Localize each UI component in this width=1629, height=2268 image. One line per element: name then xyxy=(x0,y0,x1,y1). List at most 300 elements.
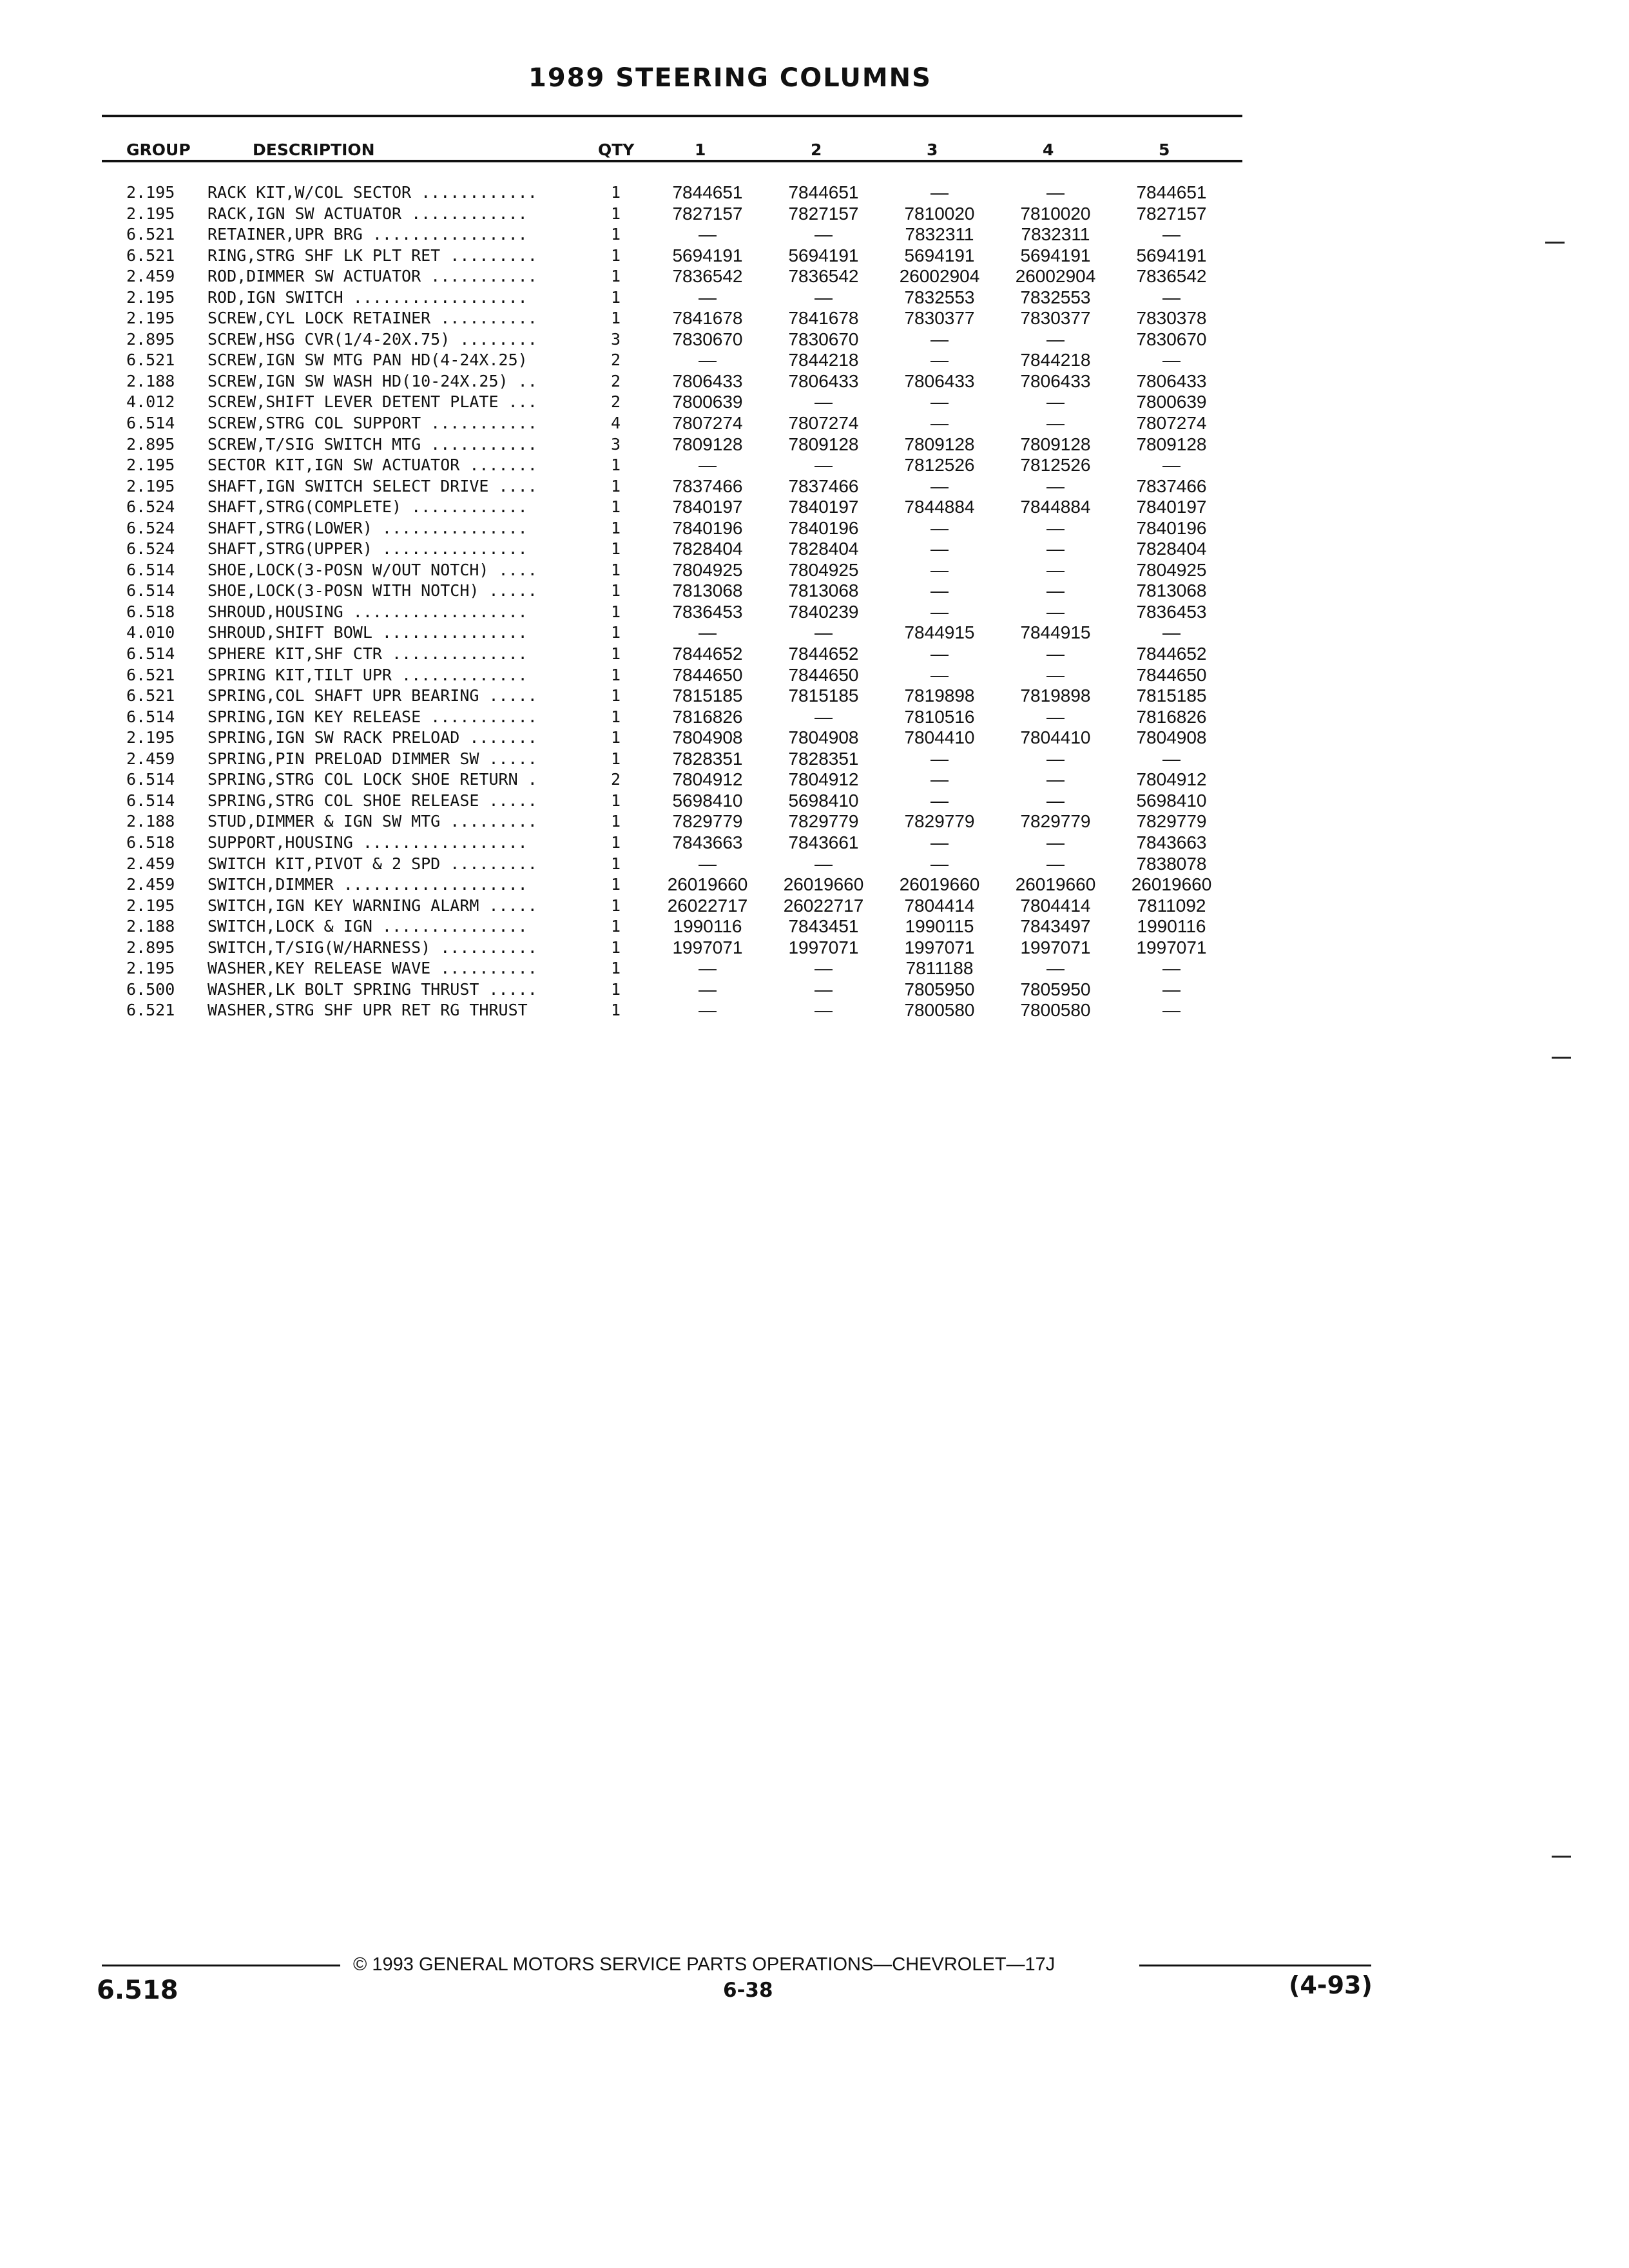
cell-col-1: 7804925 xyxy=(672,559,743,580)
cell-col-1: 7844651 xyxy=(672,182,743,202)
cell-col-3: 7810020 xyxy=(904,203,975,224)
cell-group: 6.514 xyxy=(126,791,175,810)
cell-col-1: 7837466 xyxy=(672,476,743,496)
cell-col-3: 7805950 xyxy=(904,979,975,999)
cell-qty: 1 xyxy=(611,959,621,978)
cell-col-4: 7832553 xyxy=(1020,287,1091,307)
cell-col-5: — xyxy=(1162,958,1181,979)
cell-col-1: 7813068 xyxy=(672,581,743,601)
cell-description: RACK,IGN SW ACTUATOR ............ xyxy=(207,204,528,223)
cell-qty: 2 xyxy=(611,371,621,390)
cell-col-3: — xyxy=(930,790,949,811)
cell-description: ROD,DIMMER SW ACTUATOR ........... xyxy=(207,267,537,286)
cell-description: SWITCH,IGN KEY WARNING ALARM ..... xyxy=(207,896,537,915)
cell-col-3: 7819898 xyxy=(904,686,975,706)
cell-qty: 1 xyxy=(611,896,621,915)
cell-group: 2.195 xyxy=(126,728,175,747)
cell-description: RING,STRG SHF LK PLT RET ......... xyxy=(207,245,537,265)
cell-group: 2.195 xyxy=(126,456,175,475)
cell-qty: 3 xyxy=(611,329,621,349)
cell-group: 6.514 xyxy=(126,560,175,579)
cell-col-4: — xyxy=(1046,706,1065,727)
cell-col-2: 1997071 xyxy=(788,937,859,957)
cell-col-5: — xyxy=(1162,287,1181,307)
top-rule xyxy=(102,115,1242,117)
cell-col-1: 26022717 xyxy=(667,895,748,916)
cell-col-5: 7844651 xyxy=(1136,182,1207,202)
cell-col-3: 7811188 xyxy=(905,958,974,979)
cell-col-3: — xyxy=(930,182,949,202)
cell-col-3: 7844915 xyxy=(904,622,975,643)
cell-description: ROD,IGN SWITCH .................. xyxy=(207,287,528,307)
cell-col-2: 7813068 xyxy=(788,581,859,601)
cell-qty: 1 xyxy=(611,623,621,642)
cell-description: SPRING,STRG COL SHOE RELEASE ..... xyxy=(207,791,537,810)
cell-col-2: 7840196 xyxy=(788,517,859,538)
cell-group: 6.521 xyxy=(126,225,175,244)
cell-col-2: 7806433 xyxy=(788,370,859,391)
cell-group: 2.459 xyxy=(126,875,175,894)
cell-group: 6.524 xyxy=(126,539,175,559)
cell-group: 2.195 xyxy=(126,959,175,978)
cell-col-1: — xyxy=(699,958,717,979)
cell-description: RACK KIT,W/COL SECTOR ............ xyxy=(207,183,537,202)
cell-col-2: — xyxy=(815,224,833,245)
cell-description: WASHER,KEY RELEASE WAVE .......... xyxy=(207,959,537,978)
cell-qty: 1 xyxy=(611,707,621,726)
header-col-4: 4 xyxy=(1043,140,1054,159)
cell-col-5: — xyxy=(1162,979,1181,999)
cell-col-3: — xyxy=(930,539,949,559)
cell-col-4: 5694191 xyxy=(1020,245,1091,265)
cell-description: SUPPORT,HOUSING ................. xyxy=(207,832,528,852)
cell-col-4: — xyxy=(1046,748,1065,769)
cell-description: SPRING,IGN KEY RELEASE ........... xyxy=(207,707,537,726)
header-group: GROUP xyxy=(126,140,191,159)
cell-col-3: 7830377 xyxy=(904,308,975,329)
cell-col-3: 7809128 xyxy=(904,434,975,454)
cell-col-4: — xyxy=(1046,601,1065,622)
cell-col-2: 7804925 xyxy=(788,559,859,580)
cell-col-2: 7844651 xyxy=(788,182,859,202)
cell-col-4: — xyxy=(1046,182,1065,202)
cell-col-1: 7815185 xyxy=(672,686,743,706)
cell-col-5: 7844652 xyxy=(1136,644,1207,664)
cell-col-3: — xyxy=(930,329,949,349)
cell-qty: 1 xyxy=(611,979,621,999)
cell-group: 6.521 xyxy=(126,1001,175,1020)
cell-col-3: 26019660 xyxy=(899,874,980,895)
cell-qty: 2 xyxy=(611,770,621,789)
header-qty: QTY xyxy=(598,140,635,159)
cell-qty: 1 xyxy=(611,183,621,202)
cell-col-5: 5698410 xyxy=(1136,790,1207,811)
cell-group: 2.195 xyxy=(126,287,175,307)
cell-group: 2.188 xyxy=(126,371,175,390)
cell-col-4: — xyxy=(1046,413,1065,434)
cell-description: SPRING,PIN PRELOAD DIMMER SW ..... xyxy=(207,749,537,768)
cell-col-4: 7810020 xyxy=(1020,203,1091,224)
cell-qty: 4 xyxy=(611,414,621,433)
cell-description: SHOE,LOCK(3-POSN W/OUT NOTCH) .... xyxy=(207,560,537,579)
cell-col-3: — xyxy=(930,769,949,790)
cell-col-2: 7809128 xyxy=(788,434,859,454)
cell-col-5: — xyxy=(1162,1000,1181,1021)
cell-col-5: 7815185 xyxy=(1136,686,1207,706)
cell-col-4: — xyxy=(1046,392,1065,412)
header-description: DESCRIPTION xyxy=(253,140,375,159)
cell-col-1: — xyxy=(699,622,717,643)
cell-col-3: 7832311 xyxy=(905,224,974,245)
cell-qty: 1 xyxy=(611,287,621,307)
cell-description: SWITCH KIT,PIVOT & 2 SPD ......... xyxy=(207,854,537,873)
cell-col-3: 7844884 xyxy=(904,497,975,517)
cell-description: SCREW,CYL LOCK RETAINER .......... xyxy=(207,309,537,328)
cell-col-5: 7827157 xyxy=(1136,203,1207,224)
cell-group: 6.524 xyxy=(126,497,175,517)
cell-group: 6.521 xyxy=(126,245,175,265)
cell-description: SHAFT,STRG(COMPLETE) ............ xyxy=(207,497,528,517)
cell-col-4: 7806433 xyxy=(1020,370,1091,391)
cell-col-1: — xyxy=(699,287,717,307)
cell-col-2: 7828404 xyxy=(788,539,859,559)
cell-col-5: 7813068 xyxy=(1136,581,1207,601)
cell-description: SCREW,STRG COL SUPPORT ........... xyxy=(207,414,537,433)
cell-col-5: 7804912 xyxy=(1136,769,1207,790)
cell-col-5: 7828404 xyxy=(1136,539,1207,559)
cell-col-5: — xyxy=(1162,455,1181,476)
cell-group: 6.521 xyxy=(126,686,175,706)
cell-col-5: — xyxy=(1162,350,1181,370)
cell-col-3: — xyxy=(930,832,949,852)
cell-col-4: 7819898 xyxy=(1020,686,1091,706)
cell-col-4: 1997071 xyxy=(1020,937,1091,957)
cell-col-5: 7836453 xyxy=(1136,601,1207,622)
cell-qty: 1 xyxy=(611,937,621,957)
cell-qty: 1 xyxy=(611,875,621,894)
cell-qty: 1 xyxy=(611,728,621,747)
cell-col-1: — xyxy=(699,350,717,370)
cell-col-2: 7840239 xyxy=(788,601,859,622)
cell-col-2: — xyxy=(815,622,833,643)
cell-description: RETAINER,UPR BRG ................ xyxy=(207,225,528,244)
cell-description: STUD,DIMMER & IGN SW MTG ......... xyxy=(207,812,537,831)
cell-col-2: 5694191 xyxy=(788,245,859,265)
cell-col-1: 7830670 xyxy=(672,329,743,349)
margin-tick xyxy=(1552,1057,1571,1059)
cell-col-4: — xyxy=(1046,769,1065,790)
cell-description: SCREW,SHIFT LEVER DETENT PLATE ... xyxy=(207,392,537,412)
footer-copyright: © 1993 GENERAL MOTORS SERVICE PARTS OPERATIONS—CHEVROLET—17J xyxy=(353,1954,1055,1975)
cell-qty: 1 xyxy=(611,581,621,601)
cell-group: 6.521 xyxy=(126,665,175,684)
cell-group: 2.188 xyxy=(126,812,175,831)
cell-col-4: — xyxy=(1046,329,1065,349)
cell-col-1: 7836542 xyxy=(672,266,743,287)
cell-col-5: 7844650 xyxy=(1136,664,1207,685)
footer-group-code: 6.518 xyxy=(97,1975,178,2005)
cell-col-1: 7804912 xyxy=(672,769,743,790)
cell-qty: 1 xyxy=(611,686,621,706)
cell-qty: 1 xyxy=(611,245,621,265)
cell-col-1: 7844652 xyxy=(672,644,743,664)
cell-description: SHOE,LOCK(3-POSN WITH NOTCH) ..... xyxy=(207,581,537,601)
cell-col-5: 5694191 xyxy=(1136,245,1207,265)
cell-col-5: — xyxy=(1162,224,1181,245)
cell-group: 2.195 xyxy=(126,204,175,223)
cell-description: SECTOR KIT,IGN SW ACTUATOR ....... xyxy=(207,456,537,475)
cell-qty: 1 xyxy=(611,917,621,936)
footer-date-code: (4-93) xyxy=(1289,1971,1373,1999)
cell-col-4: 7844915 xyxy=(1020,622,1091,643)
page-title: 1989 STEERING COLUMNS xyxy=(528,63,932,93)
cell-qty: 1 xyxy=(611,602,621,621)
cell-description: SWITCH,T/SIG(W/HARNESS) .......... xyxy=(207,937,537,957)
cell-col-1: 7841678 xyxy=(672,308,743,329)
cell-col-4: 7804410 xyxy=(1020,727,1091,748)
cell-col-3: — xyxy=(930,644,949,664)
cell-col-4: — xyxy=(1046,559,1065,580)
cell-col-4: 7804414 xyxy=(1020,895,1091,916)
cell-col-2: 7843451 xyxy=(788,916,859,937)
cell-qty: 1 xyxy=(611,749,621,768)
cell-col-3: 7829779 xyxy=(904,811,975,832)
cell-col-4: 7832311 xyxy=(1021,224,1090,245)
cell-group: 2.195 xyxy=(126,476,175,495)
cell-col-1: 7827157 xyxy=(672,203,743,224)
cell-col-5: 7811092 xyxy=(1137,895,1206,916)
cell-group: 2.195 xyxy=(126,896,175,915)
cell-col-3: 7806433 xyxy=(904,370,975,391)
header-rule xyxy=(102,160,1242,162)
cell-col-2: 7844218 xyxy=(788,350,859,370)
cell-qty: 1 xyxy=(611,560,621,579)
cell-col-5: 7804908 xyxy=(1136,727,1207,748)
cell-qty: 1 xyxy=(611,476,621,495)
cell-col-3: — xyxy=(930,392,949,412)
cell-description: SHAFT,STRG(UPPER) ............... xyxy=(207,539,528,559)
cell-col-4: 7844884 xyxy=(1020,497,1091,517)
cell-col-2: 7829779 xyxy=(788,811,859,832)
cell-col-1: 7816826 xyxy=(672,706,743,727)
cell-description: SHAFT,IGN SWITCH SELECT DRIVE .... xyxy=(207,476,537,495)
cell-col-5: — xyxy=(1162,622,1181,643)
cell-col-4: — xyxy=(1046,790,1065,811)
cell-description: SPRING,COL SHAFT UPR BEARING ..... xyxy=(207,686,537,706)
cell-description: WASHER,LK BOLT SPRING THRUST ..... xyxy=(207,979,537,999)
cell-col-4: — xyxy=(1046,832,1065,852)
cell-group: 6.514 xyxy=(126,707,175,726)
cell-group: 2.895 xyxy=(126,434,175,454)
cell-col-3: — xyxy=(930,581,949,601)
cell-col-1: 7836453 xyxy=(672,601,743,622)
cell-group: 2.195 xyxy=(126,183,175,202)
cell-col-4: — xyxy=(1046,539,1065,559)
cell-col-1: — xyxy=(699,1000,717,1021)
cell-qty: 1 xyxy=(611,644,621,664)
cell-col-3: 5694191 xyxy=(904,245,975,265)
cell-col-1: 7840196 xyxy=(672,517,743,538)
cell-qty: 1 xyxy=(611,309,621,328)
cell-col-3: 7832553 xyxy=(904,287,975,307)
cell-group: 4.010 xyxy=(126,623,175,642)
cell-qty: 1 xyxy=(611,812,621,831)
cell-col-1: — xyxy=(699,455,717,476)
header-col-1: 1 xyxy=(695,140,706,159)
cell-col-1: 7840197 xyxy=(672,497,743,517)
cell-description: SWITCH,DIMMER ................... xyxy=(207,875,528,894)
cell-col-5: 1990116 xyxy=(1137,916,1206,937)
cell-description: SPHERE KIT,SHF CTR .............. xyxy=(207,644,528,664)
cell-group: 2.895 xyxy=(126,329,175,349)
cell-qty: 1 xyxy=(611,1001,621,1020)
cell-qty: 1 xyxy=(611,518,621,537)
cell-description: SPRING,STRG COL LOCK SHOE RETURN . xyxy=(207,770,537,789)
cell-col-5: 7806433 xyxy=(1136,370,1207,391)
cell-col-2: 7836542 xyxy=(788,266,859,287)
cell-col-1: 5698410 xyxy=(672,790,743,811)
cell-col-5: 7843663 xyxy=(1136,832,1207,852)
cell-col-2: — xyxy=(815,287,833,307)
cell-col-1: 7804908 xyxy=(672,727,743,748)
cell-group: 2.459 xyxy=(126,267,175,286)
cell-col-2: — xyxy=(815,455,833,476)
header-col-5: 5 xyxy=(1159,140,1170,159)
cell-col-5: 26019660 xyxy=(1131,874,1212,895)
cell-col-5: 7809128 xyxy=(1136,434,1207,454)
cell-col-5: — xyxy=(1162,748,1181,769)
cell-col-2: 7844652 xyxy=(788,644,859,664)
cell-col-4: 26002904 xyxy=(1015,266,1096,287)
cell-description: SHROUD,SHIFT BOWL ............... xyxy=(207,623,528,642)
cell-qty: 3 xyxy=(611,434,621,454)
cell-qty: 1 xyxy=(611,225,621,244)
cell-col-5: 7804925 xyxy=(1136,559,1207,580)
cell-col-2: 26019660 xyxy=(783,874,864,895)
cell-description: WASHER,STRG SHF UPR RET RG THRUST xyxy=(207,1001,528,1020)
cell-qty: 2 xyxy=(611,351,621,370)
cell-description: SPRING,IGN SW RACK PRELOAD ....... xyxy=(207,728,537,747)
cell-col-2: 7807274 xyxy=(788,413,859,434)
cell-col-5: 7830378 xyxy=(1136,308,1207,329)
cell-col-2: 7841678 xyxy=(788,308,859,329)
cell-col-4: 7830377 xyxy=(1020,308,1091,329)
cell-group: 6.521 xyxy=(126,351,175,370)
cell-col-3: — xyxy=(930,350,949,370)
cell-col-2: — xyxy=(815,392,833,412)
cell-col-1: 7828351 xyxy=(672,748,743,769)
cell-qty: 1 xyxy=(611,267,621,286)
cell-col-1: — xyxy=(699,853,717,874)
cell-group: 6.514 xyxy=(126,644,175,664)
cell-col-4: 26019660 xyxy=(1015,874,1096,895)
cell-col-3: 1997071 xyxy=(904,937,975,957)
cell-col-4: 7805950 xyxy=(1020,979,1091,999)
footer-rule-left xyxy=(102,1965,340,1966)
cell-col-1: 7829779 xyxy=(672,811,743,832)
cell-description: SCREW,T/SIG SWITCH MTG ........... xyxy=(207,434,537,454)
cell-qty: 2 xyxy=(611,392,621,412)
page-number: 6-38 xyxy=(723,1979,773,2002)
cell-col-2: — xyxy=(815,979,833,999)
cell-col-1: 5694191 xyxy=(672,245,743,265)
cell-group: 6.514 xyxy=(126,581,175,601)
cell-group: 6.518 xyxy=(126,832,175,852)
cell-col-5: 7800639 xyxy=(1136,392,1207,412)
cell-col-3: 7800580 xyxy=(904,1000,975,1021)
cell-col-4: — xyxy=(1046,664,1065,685)
cell-qty: 1 xyxy=(611,497,621,517)
cell-group: 4.012 xyxy=(126,392,175,412)
cell-qty: 1 xyxy=(611,832,621,852)
cell-col-3: — xyxy=(930,413,949,434)
cell-description: SWITCH,LOCK & IGN ............... xyxy=(207,917,528,936)
cell-col-4: 7843497 xyxy=(1020,916,1091,937)
cell-col-2: 7828351 xyxy=(788,748,859,769)
cell-col-4: — xyxy=(1046,476,1065,496)
cell-col-3: — xyxy=(930,601,949,622)
cell-col-2: 7844650 xyxy=(788,664,859,685)
cell-col-5: 7840196 xyxy=(1136,517,1207,538)
cell-col-2: 7827157 xyxy=(788,203,859,224)
cell-col-5: 7838078 xyxy=(1136,853,1207,874)
cell-col-3: — xyxy=(930,853,949,874)
header-col-3: 3 xyxy=(927,140,938,159)
cell-group: 6.500 xyxy=(126,979,175,999)
cell-col-2: 7843661 xyxy=(788,832,859,852)
cell-col-2: 26022717 xyxy=(783,895,864,916)
cell-col-3: — xyxy=(930,748,949,769)
cell-description: SHROUD,HOUSING .................. xyxy=(207,602,528,621)
cell-col-2: — xyxy=(815,1000,833,1021)
cell-col-5: 7837466 xyxy=(1136,476,1207,496)
cell-col-4: 7809128 xyxy=(1020,434,1091,454)
cell-col-4: — xyxy=(1046,958,1065,979)
cell-qty: 1 xyxy=(611,791,621,810)
cell-col-1: 1990116 xyxy=(673,916,742,937)
cell-col-5: 7807274 xyxy=(1136,413,1207,434)
cell-group: 6.518 xyxy=(126,602,175,621)
cell-col-5: 7829779 xyxy=(1136,811,1207,832)
cell-col-4: — xyxy=(1046,853,1065,874)
cell-col-2: 7840197 xyxy=(788,497,859,517)
cell-col-4: 7844218 xyxy=(1020,350,1091,370)
cell-col-3: — xyxy=(930,559,949,580)
cell-col-2: 7837466 xyxy=(788,476,859,496)
cell-group: 6.514 xyxy=(126,770,175,789)
cell-col-5: 7830670 xyxy=(1136,329,1207,349)
cell-col-3: 1990115 xyxy=(905,916,974,937)
cell-qty: 1 xyxy=(611,456,621,475)
cell-col-1: 7843663 xyxy=(672,832,743,852)
margin-tick xyxy=(1552,1856,1571,1858)
cell-group: 6.524 xyxy=(126,518,175,537)
cell-col-3: 7804410 xyxy=(904,727,975,748)
cell-description: SCREW,IGN SW MTG PAN HD(4-24X.25) xyxy=(207,351,528,370)
cell-group: 2.895 xyxy=(126,937,175,957)
cell-col-3: — xyxy=(930,476,949,496)
cell-col-4: 7812526 xyxy=(1020,455,1091,476)
cell-col-3: — xyxy=(930,664,949,685)
cell-col-1: 7844650 xyxy=(672,664,743,685)
cell-col-1: 7807274 xyxy=(672,413,743,434)
cell-col-1: — xyxy=(699,979,717,999)
cell-qty: 1 xyxy=(611,539,621,559)
cell-col-3: 7810516 xyxy=(904,706,975,727)
cell-col-4: — xyxy=(1046,644,1065,664)
cell-group: 2.459 xyxy=(126,854,175,873)
cell-col-2: — xyxy=(815,853,833,874)
